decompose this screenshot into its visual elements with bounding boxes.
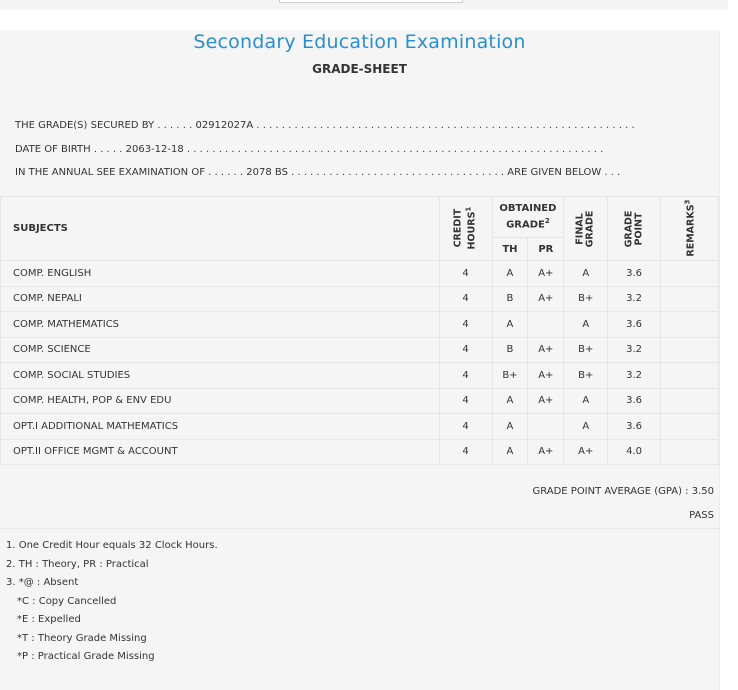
cell-final: B+ [564, 337, 608, 363]
cell-credit: 4 [439, 286, 492, 312]
cell-credit: 4 [439, 388, 492, 414]
cell-gp: 3.6 [608, 414, 661, 440]
grades-table [0, 196, 719, 465]
cell-subject: COMP. ENGLISH [1, 261, 440, 287]
header-credit-label-a: CREDIT [452, 209, 464, 248]
footnote: *P : Practical Grade Missing [17, 651, 155, 662]
header-pr: PR [528, 238, 564, 261]
date-of-birth-line: DATE OF BIRTH . . . . . 2063-12-18 . . . . . . . . . . . . . . . . . . . . . . . . . . . . . . . . . . . . . . . . . . . . . . . . . . . . . . . . . . . . . . . . . . [15, 144, 604, 155]
cell-th: A [492, 261, 528, 287]
table-row [1, 337, 719, 363]
cell-subject: OPT.II OFFICE MGMT & ACCOUNT [1, 439, 440, 465]
header-obtained-label-b: GRADE [506, 219, 545, 231]
cell-remarks [660, 388, 718, 414]
table-row [1, 261, 719, 287]
cell-credit: 4 [439, 337, 492, 363]
footnote: 2. TH : Theory, PR : Practical [6, 558, 149, 570]
header-final-grade [564, 197, 608, 261]
table-row [1, 363, 719, 389]
result-status: PASS [689, 510, 714, 521]
header-credit-label-b: HOURS [466, 211, 478, 250]
cell-pr [528, 414, 564, 440]
cell-pr: A+ [528, 363, 564, 389]
cell-th: B+ [492, 363, 528, 389]
cell-subject: COMP. SCIENCE [1, 337, 440, 363]
cell-remarks [660, 439, 718, 465]
cell-remarks [660, 261, 718, 287]
cell-pr: A+ [528, 261, 564, 287]
cell-final: A [564, 414, 608, 440]
page-title: Secondary Education Examination [193, 31, 526, 53]
header-subjects: SUBJECTS [1, 197, 440, 261]
table-row [1, 439, 719, 465]
header-final-label-a: FINAL [574, 212, 586, 245]
cell-subject: COMP. MATHEMATICS [1, 312, 440, 338]
header-obtained-grade [492, 197, 564, 238]
cell-gp: 4.0 [608, 439, 661, 465]
gpa-summary: GRADE POINT AVERAGE (GPA) : 3.50 [532, 486, 714, 497]
cell-credit: 4 [439, 261, 492, 287]
cell-pr: A+ [528, 337, 564, 363]
cell-pr: A+ [528, 439, 564, 465]
table-row [1, 388, 719, 414]
cell-gp: 3.2 [608, 286, 661, 312]
cell-th: B [492, 337, 528, 363]
cell-th: A [492, 414, 528, 440]
cell-gp: 3.6 [608, 312, 661, 338]
cell-gp: 3.2 [608, 363, 661, 389]
header-obtained-label-a: OBTAINED [499, 203, 557, 215]
header-gp-label-b: POINT [633, 212, 645, 246]
cell-credit: 4 [439, 414, 492, 440]
cell-remarks [660, 312, 718, 338]
cell-subject: COMP. HEALTH, POP & ENV EDU [1, 388, 440, 414]
cell-final: A+ [564, 439, 608, 465]
cell-final: A [564, 388, 608, 414]
header-obtained-sup: 2 [544, 217, 550, 226]
cell-credit: 4 [439, 312, 492, 338]
cell-final: A [564, 261, 608, 287]
exam-line: IN THE ANNUAL SEE EXAMINATION OF . . . . . . 2078 BS . . . . . . . . . . . . . . . . . . . . . . . . . . . . . . . . . . ARE GIVEN BELOW . . . [15, 167, 621, 178]
footnote: *E : Expelled [17, 614, 81, 625]
cell-remarks [660, 286, 718, 312]
cell-final: B+ [564, 286, 608, 312]
cell-remarks [660, 414, 718, 440]
footnote: 3. *@ : Absent [6, 577, 79, 588]
cell-th: A [492, 312, 528, 338]
header-remarks-label: REMARKS [685, 204, 697, 258]
cell-th: A [492, 388, 528, 414]
footnote: 1. One Credit Hour equals 32 Clock Hours. [6, 540, 218, 551]
header-credit-sup: 1 [464, 207, 473, 212]
cell-remarks [660, 337, 718, 363]
header-final-label-b: GRADE [584, 210, 596, 247]
cell-th: A [492, 439, 528, 465]
cell-final: B+ [564, 363, 608, 389]
divider [0, 528, 719, 529]
cell-credit: 4 [439, 363, 492, 389]
footnote: *T : Theory Grade Missing [17, 632, 147, 644]
top-search-input[interactable] [279, 0, 463, 3]
cell-final: A [564, 312, 608, 338]
table-row [1, 312, 719, 338]
cell-subject: COMP. NEPALI [1, 286, 440, 312]
footnote: *C : Copy Cancelled [17, 595, 117, 607]
footnotes [6, 537, 218, 667]
header-th: TH [492, 238, 528, 261]
cell-remarks [660, 363, 718, 389]
header-remarks [660, 197, 718, 261]
cell-subject: COMP. SOCIAL STUDIES [1, 363, 440, 389]
secured-by-line: THE GRADE(S) SECURED BY . . . . . . 02912027A . . . . . . . . . . . . . . . . . . . . . . . . . . . . . . . . . . . . . . . . . . . . . . . . . . . . . . . . . . . . [15, 120, 635, 131]
header-credit-hours [439, 197, 492, 261]
grade-sheet-heading: GRADE-SHEET [312, 62, 407, 76]
cell-pr [528, 312, 564, 338]
cell-pr: A+ [528, 388, 564, 414]
table-row [1, 286, 719, 312]
table-row [1, 414, 719, 440]
header-remarks-sup: 3 [683, 199, 692, 205]
header-grade-point [608, 197, 661, 261]
header-gp-label-a: GRADE [623, 210, 635, 247]
cell-gp: 3.6 [608, 388, 661, 414]
cell-gp: 3.2 [608, 337, 661, 363]
cell-pr: A+ [528, 286, 564, 312]
cell-credit: 4 [439, 439, 492, 465]
cell-th: B [492, 286, 528, 312]
cell-subject: OPT.I ADDITIONAL MATHEMATICS [1, 414, 440, 440]
cell-gp: 3.6 [608, 261, 661, 287]
